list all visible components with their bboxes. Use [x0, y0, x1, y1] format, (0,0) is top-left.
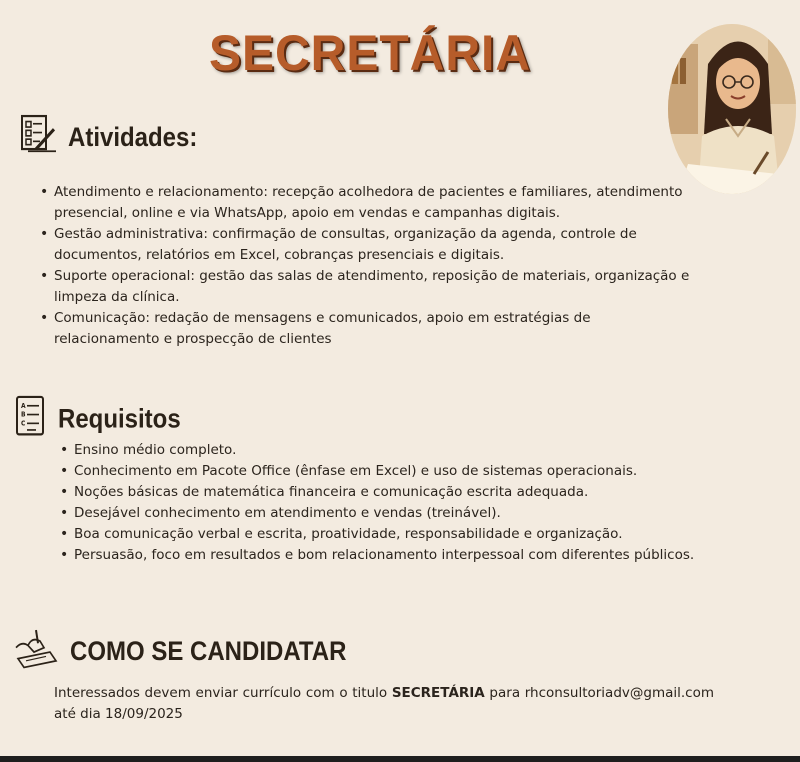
bottom-divider	[0, 756, 800, 762]
application-instructions	[54, 683, 714, 725]
requisitos-heading	[14, 394, 181, 446]
candidatar-heading-label: COMO SE CANDIDATAR	[70, 636, 347, 666]
svg-text:B: B	[21, 411, 26, 419]
list-item: • Gestão administrativa: confirmação de consultas, organização da agenda, controle de documentos, relatórios em Excel, cobranças presenciais e digitais.	[54, 224, 694, 266]
candidatar-heading	[14, 626, 346, 678]
list-item: • Atendimento e relacionamento: recepção acolhedora de pacientes e familiares, atendimento presencial, online e via WhatsApp, apoio em vendas e campanhas digitais.	[54, 182, 694, 224]
requisitos-list	[58, 440, 744, 566]
checklist-pen-icon	[18, 112, 58, 164]
list-item: • Boa comunicação verbal e escrita, proatividade, responsabilidade e organização.	[74, 524, 744, 545]
list-item: • Persuasão, foco em resultados e bom relacionamento interpessoal com diferentes públicos.	[74, 545, 744, 566]
secretary-illustration-icon	[668, 24, 796, 194]
atividades-heading	[18, 112, 197, 164]
list-item: • Conhecimento em Pacote Office (ênfase em Excel) e uso de sistemas operacionais.	[74, 461, 744, 482]
hand-writing-icon	[14, 626, 60, 678]
list-item: • Desejável conhecimento em atendimento e vendas (treinável).	[74, 503, 744, 524]
list-item: • Noções básicas de matemática financeira e comunicação escrita adequada.	[74, 482, 744, 503]
list-item: • Ensino médio completo.	[74, 440, 744, 461]
atividades-heading-label: Atividades:	[68, 122, 198, 152]
apply-text-before: Interessados devem enviar currículo com o titulo	[54, 685, 392, 701]
list-item: • Suporte operacional: gestão das salas de atendimento, reposição de materiais, organização e limpeza da clínica.	[54, 266, 694, 308]
apply-job-title: SECRETÁRIA	[391, 685, 485, 701]
atividades-list	[38, 182, 694, 350]
list-item: • Comunicação: redação de mensagens e comunicados, apoio em estratégias de relacionamento e prospecção de clientes	[54, 308, 694, 350]
page-title: SECRETÁRIA	[208, 25, 532, 82]
svg-text:A: A	[21, 402, 26, 411]
apply-text-after: para rhconsultoriadv@gmail.com até dia 18/09/2025	[54, 685, 714, 722]
list-document-icon	[14, 394, 48, 446]
svg-text:C: C	[21, 420, 26, 428]
requisitos-heading-label: Requisitos	[58, 404, 181, 434]
